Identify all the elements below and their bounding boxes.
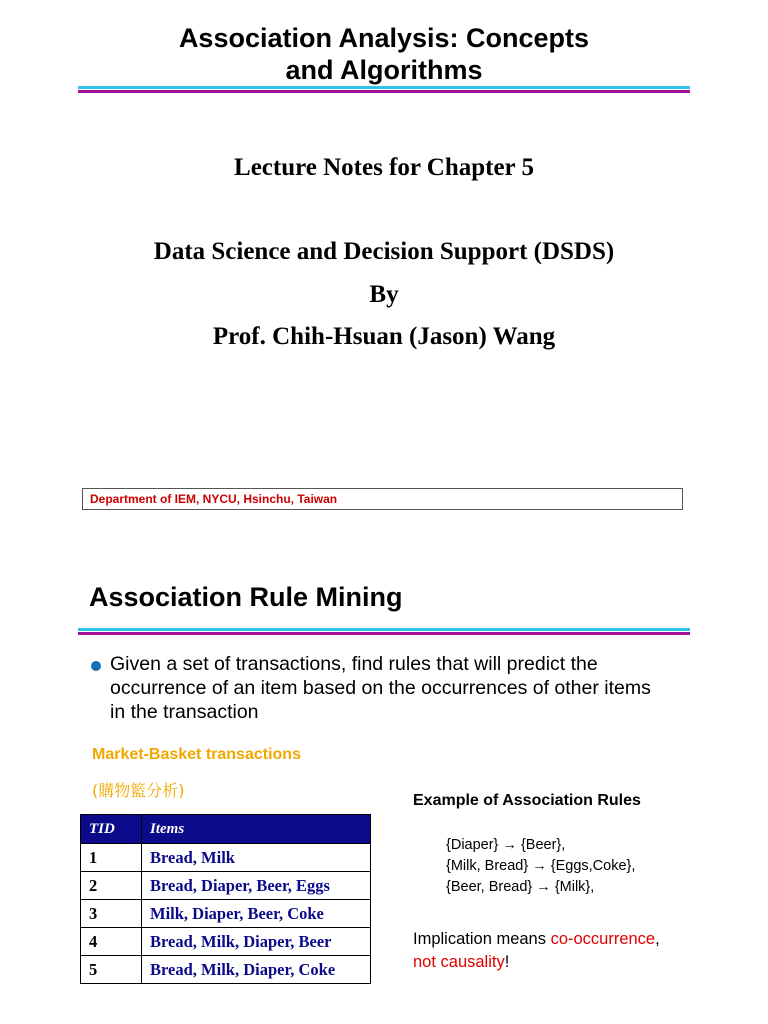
cell-items: Bread, Diaper, Beer, Eggs: [142, 872, 371, 900]
cell-tid: 2: [81, 872, 142, 900]
example-rules-list: [446, 835, 635, 898]
header-items: Items: [142, 815, 371, 844]
title-line-2: and Algorithms: [285, 55, 483, 85]
market-basket-title: Market-Basket transactions: [92, 746, 301, 763]
table-header-row: [81, 815, 371, 844]
author-name: Prof. Chih-Hsuan (Jason) Wang: [212, 323, 556, 350]
slide-title: Association Rule Mining: [89, 582, 403, 612]
header-tid: TID: [81, 815, 142, 844]
table-row: [81, 872, 371, 900]
bullet-dot-icon: [91, 661, 101, 671]
by-label: By: [369, 281, 399, 308]
cell-items: Bread, Milk, Diaper, Coke: [142, 956, 371, 984]
rule-item: {Milk, Bread} → {Eggs,Coke},: [446, 858, 636, 874]
implication-comma: ,: [655, 930, 660, 948]
bullet-text: Given a set of transactions, find rules that will predict the occurrence of an item based on the occurrences of other items in the transaction: [110, 653, 651, 723]
title-divider: [78, 86, 690, 93]
cell-items: Bread, Milk: [142, 844, 371, 872]
slide-title: [0, 22, 768, 86]
market-basket-subtitle: (購物籃分析): [92, 781, 185, 800]
implication-note: [413, 928, 713, 974]
rule-item: {Beer, Bread} → {Milk},: [446, 879, 595, 895]
title-divider: [78, 628, 690, 635]
table-row: [81, 844, 371, 872]
transactions-table: [80, 814, 371, 984]
association-rule-slide: [0, 560, 768, 1024]
example-rules-title: Example of Association Rules: [413, 792, 641, 809]
table-row: [81, 928, 371, 956]
implication-suffix: !: [504, 953, 510, 971]
department-footer: Department of IEM, NYCU, Hsinchu, Taiwan: [82, 488, 683, 510]
lecture-subtitle: Lecture Notes for Chapter 5: [234, 154, 534, 181]
not-causality-highlight: not causality: [413, 953, 505, 971]
table-row: [81, 956, 371, 984]
cell-tid: 4: [81, 928, 142, 956]
co-occurrence-highlight: co-occurrence: [550, 930, 656, 948]
implication-prefix: Implication means: [413, 930, 551, 948]
cell-tid: 3: [81, 900, 142, 928]
title-line-1: Association Analysis: Concepts: [178, 23, 590, 53]
cell-items: Bread, Milk, Diaper, Beer: [142, 928, 371, 956]
cell-items: Milk, Diaper, Beer, Coke: [142, 900, 371, 928]
table-row: [81, 900, 371, 928]
course-name: Data Science and Decision Support (DSDS): [153, 238, 615, 265]
cell-tid: 1: [81, 844, 142, 872]
rule-item: {Diaper} → {Beer},: [446, 837, 566, 853]
cell-tid: 5: [81, 956, 142, 984]
